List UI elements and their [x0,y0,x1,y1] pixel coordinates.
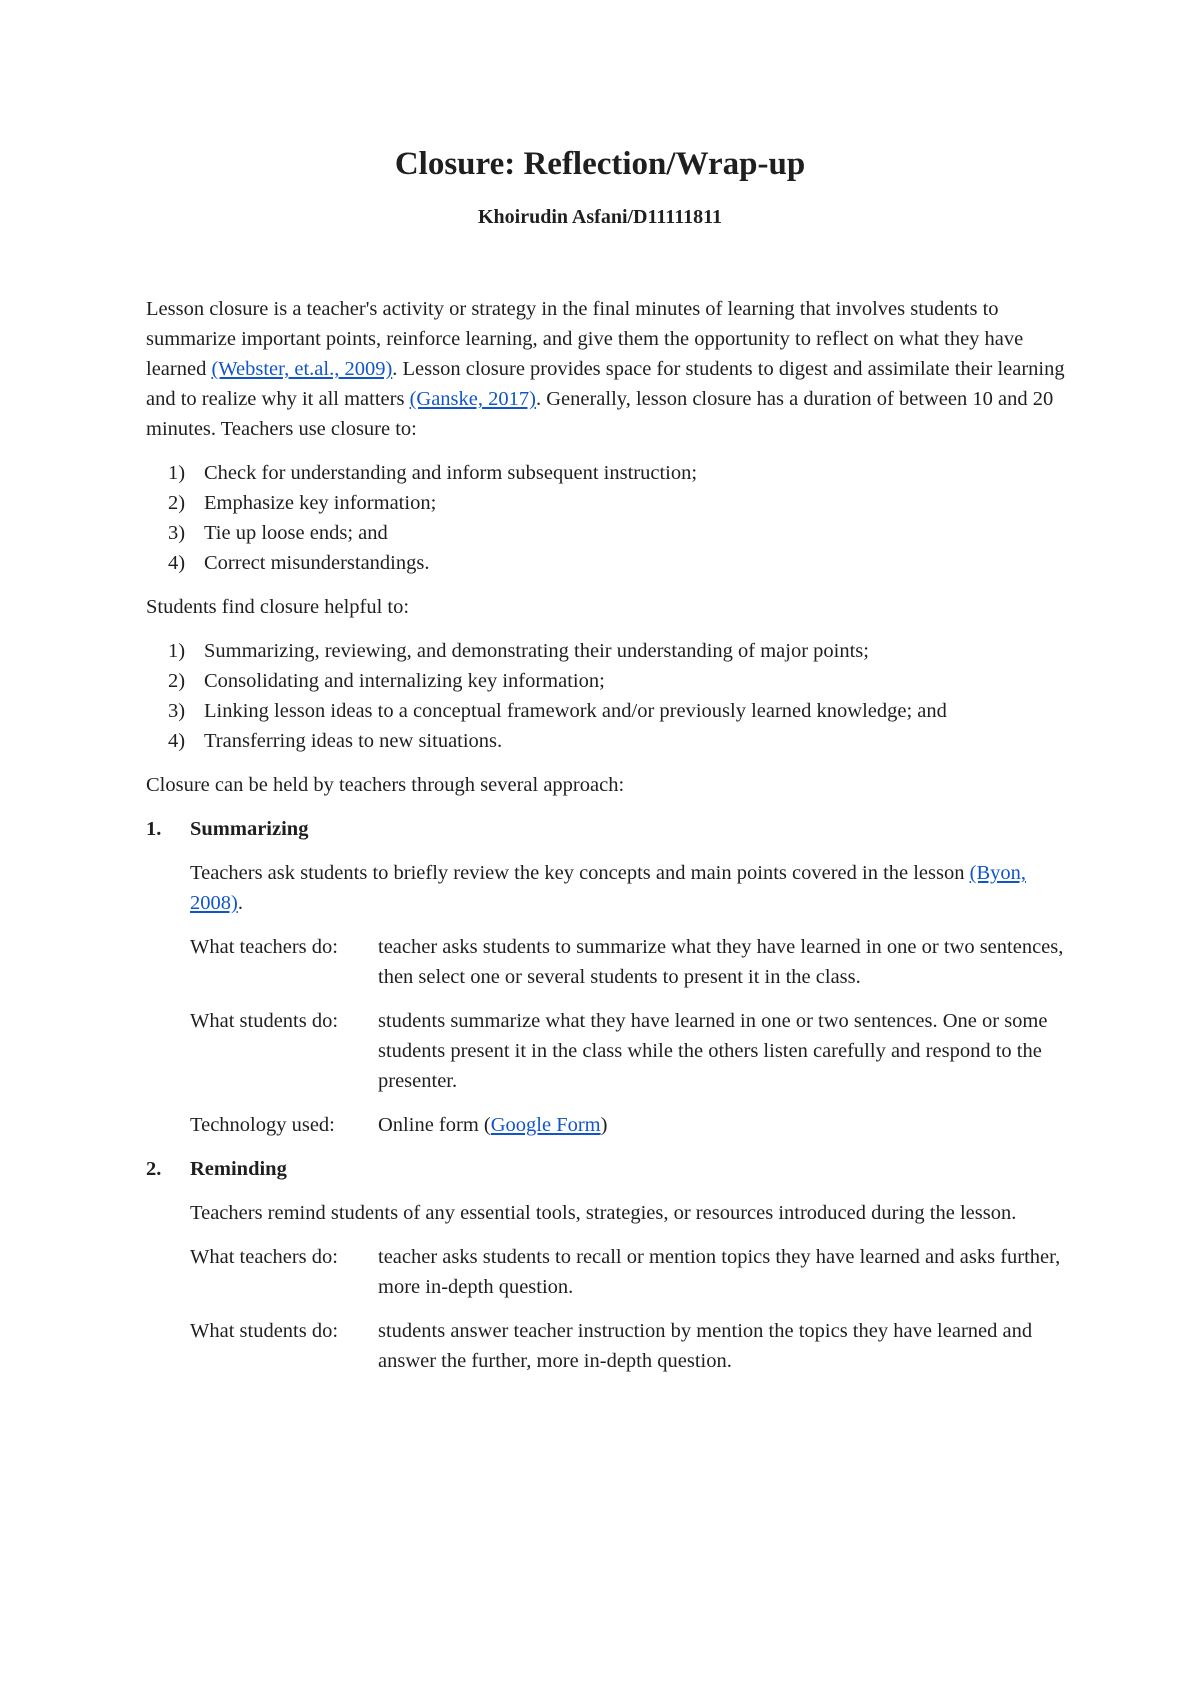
list-number: 1) [168,462,186,484]
section-title: Summarizing [190,818,309,840]
list-text: Consolidating and internalizing key information; [204,670,605,692]
section-body [146,1198,1066,1376]
students-do-value: students answer teacher instruction by mention the topics they have learned and answer the further, more in-depth question. [378,1320,1033,1372]
teachers-do-value: teacher asks students to summarize what they have learned in one or two sentences, then select one or several students to present it in the class. [378,936,1064,988]
section-description-text: Teachers ask students to briefly review the key concepts and main points covered in the lesson [190,862,970,884]
list-text: Tie up loose ends; and [204,522,388,544]
students-do-row [190,1316,1066,1376]
students-lead: Students find closure helpful to: [146,596,410,618]
section-number: 1. [146,818,162,840]
technology-used-row [190,1110,1066,1140]
list-item [146,458,1066,488]
citation-ganske-link[interactable]: (Ganske, 2017) [409,388,536,410]
students-do-label: What students do: [190,1010,339,1032]
student-uses-list [146,636,1066,756]
section-reminding [146,1154,1066,1376]
teachers-do-row [190,932,1066,992]
technology-used-label: Technology used: [190,1114,335,1136]
intro-text-1: Lesson closure is a teacher's activity or strategy in the final minutes of learning that involves students to summarize important points, reinforce learning, and give them the opportunity to reflect on what they have learned [146,298,1024,380]
section-description-end: . [237,892,243,914]
author-line: Khoirudin Asfani/D11111811 [478,206,722,228]
section-body [146,858,1066,1140]
teachers-do-label: What teachers do: [190,1246,338,1268]
list-item [146,636,1066,666]
section-title: Reminding [190,1158,287,1180]
section-number: 2. [146,1158,162,1180]
citation-byon-link[interactable]: (Byon, 2008) [190,862,1026,914]
list-item [146,548,1066,578]
google-form-link[interactable]: Google Form [490,1114,601,1136]
section-summarizing [146,814,1066,1140]
section-description: Teachers remind students of any essential tools, strategies, or resources introduced during the lesson. [190,1202,1017,1224]
intro-text-3: . Generally, lesson closure has a duration of between 10 and 20 minutes. Teachers use closure to: [146,388,1054,440]
teachers-do-row [190,1242,1066,1302]
section-heading [146,814,1066,844]
students-do-row [190,1006,1066,1096]
document-title: Closure: Reflection/Wrap-up [394,146,806,182]
list-number: 3) [168,522,186,544]
list-text: Transferring ideas to new situations. [204,730,503,752]
technology-used-value [378,1110,1066,1140]
section-heading [146,1154,1066,1184]
list-text: Emphasize key information; [204,492,437,514]
intro-text-2: . Lesson closure provides space for students to digest and assimilate their learning and to realize why it all matters [146,358,1065,410]
technology-prefix: Online form ( [378,1114,491,1136]
list-item [146,696,1066,726]
students-do-value: students summarize what they have learned in one or two sentences. One or some students present it in the class while the others listen carefully and respond to the presenter. [378,1010,1048,1092]
section-description [190,858,1066,918]
list-text: Correct misunderstandings. [204,552,430,574]
list-item [146,666,1066,696]
list-number: 1) [168,640,186,662]
list-number: 2) [168,670,186,692]
list-item [146,726,1066,756]
list-item [146,488,1066,518]
list-number: 4) [168,552,186,574]
teacher-uses-list [146,458,1066,578]
list-text: Check for understanding and inform subsequent instruction; [204,462,698,484]
teachers-do-label: What teachers do: [190,936,338,958]
list-item [146,518,1066,548]
technology-suffix: ) [600,1114,608,1136]
list-number: 4) [168,730,186,752]
list-number: 3) [168,700,186,722]
approach-lead: Closure can be held by teachers through several approach: [146,774,625,796]
intro-paragraph [146,294,1066,444]
citation-webster-link[interactable]: (Webster, et.al., 2009) [211,358,393,380]
students-do-label: What students do: [190,1320,339,1342]
list-text: Linking lesson ideas to a conceptual framework and/or previously learned knowledge; and [204,700,947,722]
list-number: 2) [168,492,186,514]
list-text: Summarizing, reviewing, and demonstrating their understanding of major points; [204,640,869,662]
teachers-do-value: teacher asks students to recall or mention topics they have learned and asks further, more in-depth question. [378,1246,1061,1298]
document-body [146,294,1066,1390]
